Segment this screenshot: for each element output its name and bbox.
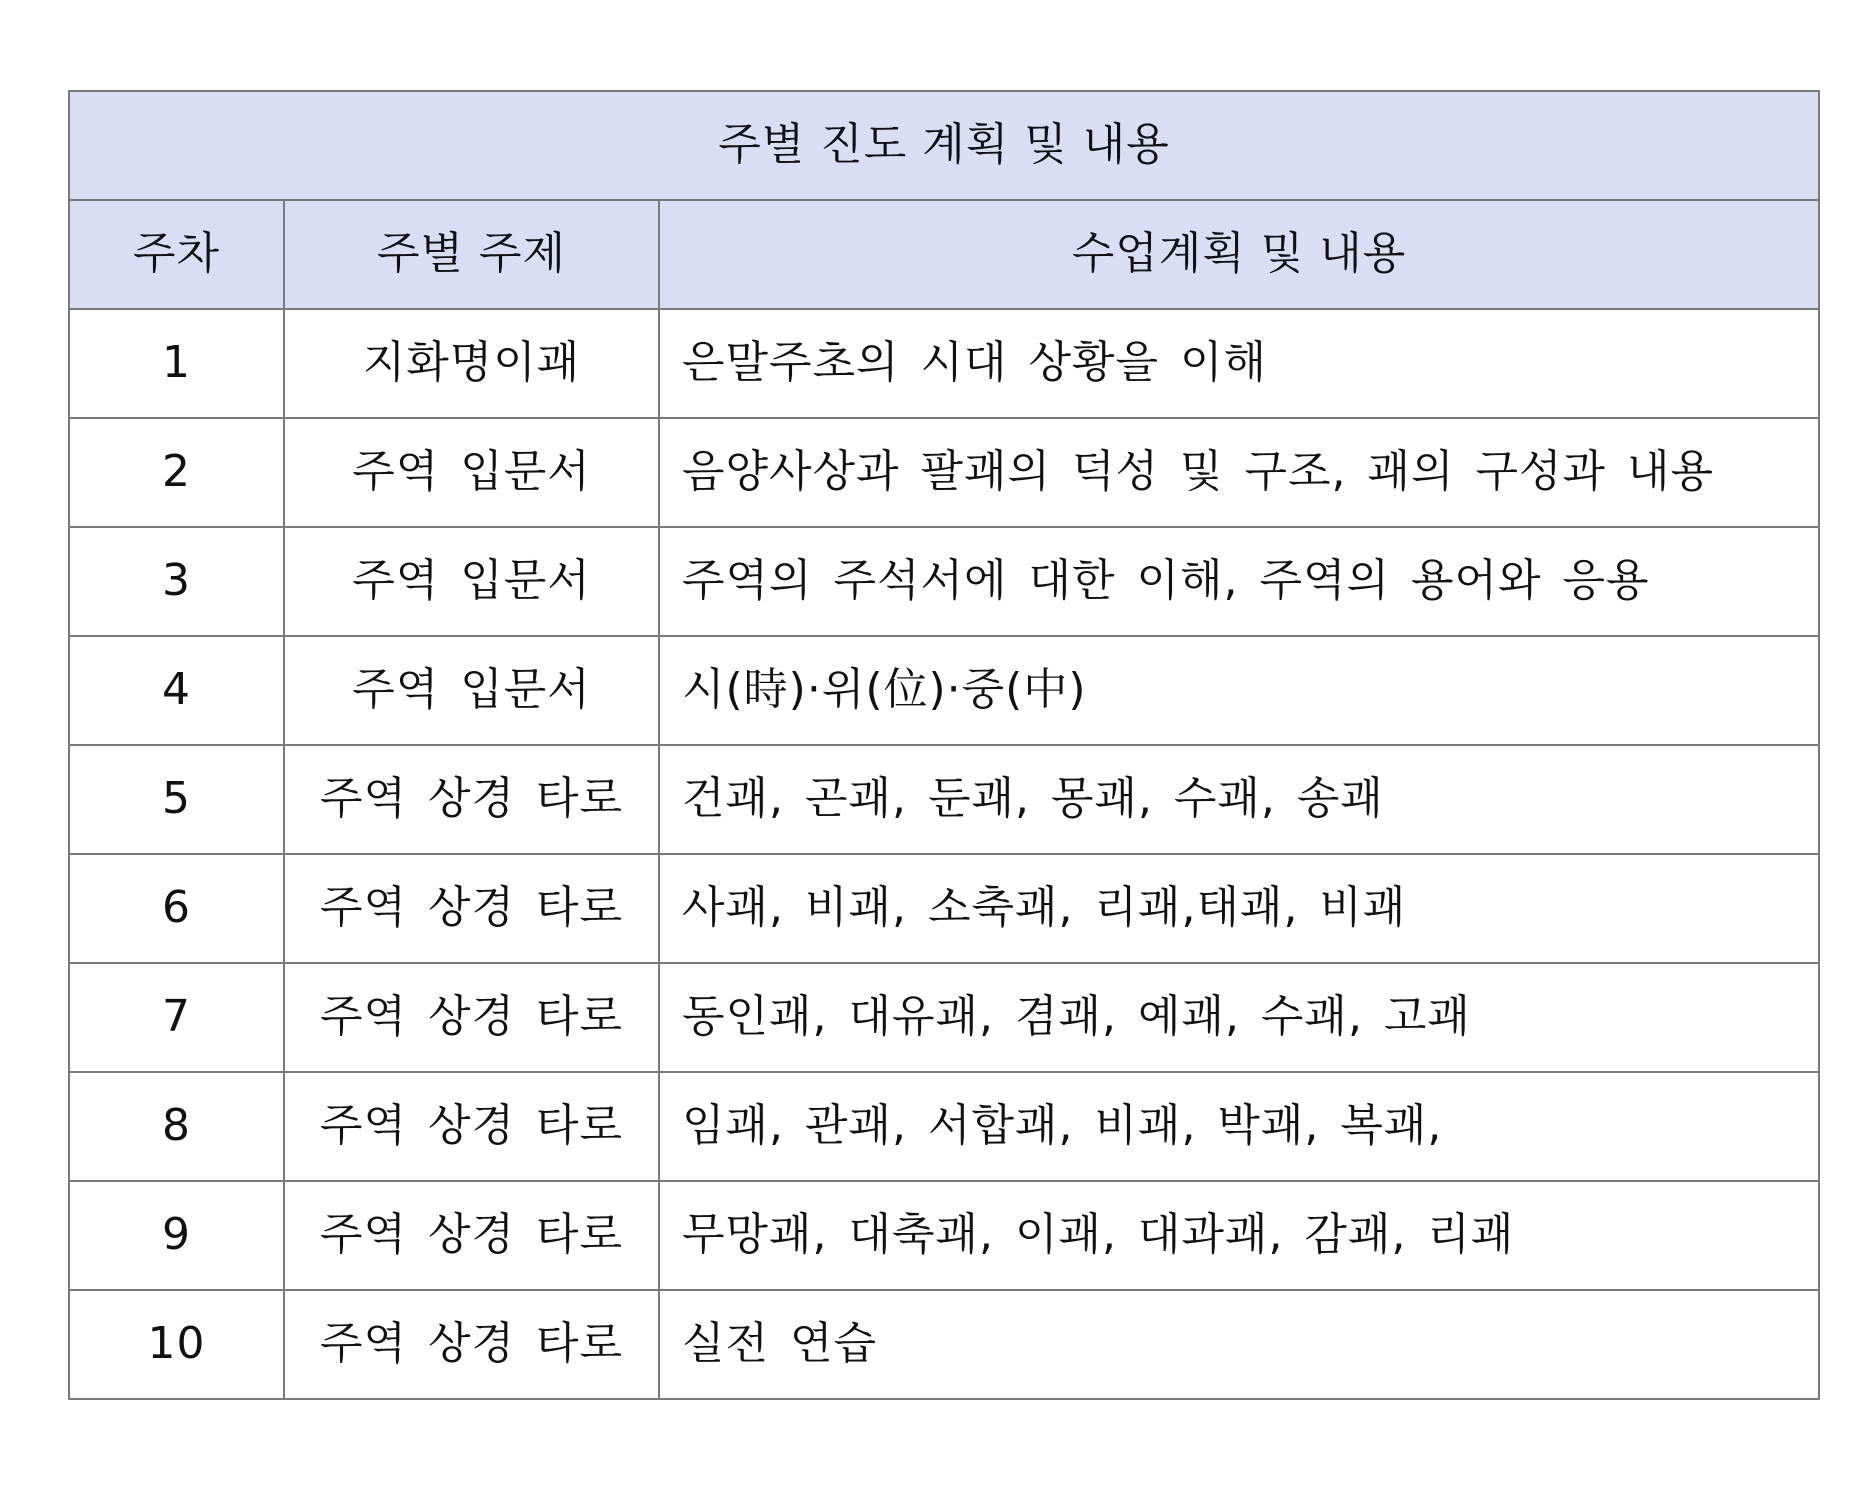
table-row	[69, 1290, 1819, 1399]
table-row	[69, 1181, 1819, 1290]
table-row	[69, 309, 1819, 418]
week-cell: 7	[69, 963, 284, 1072]
week-cell: 2	[69, 418, 284, 527]
topic-cell: 주역 입문서	[284, 527, 659, 636]
content-cell: 주역의 주석서에 대한 이해, 주역의 용어와 응용	[659, 527, 1819, 636]
content-cell: 동인괘, 대유괘, 겸괘, 예괘, 수괘, 고괘	[659, 963, 1819, 1072]
content-cell: 무망괘, 대축괘, 이괘, 대과괘, 감괘, 리괘	[659, 1181, 1819, 1290]
week-cell: 1	[69, 309, 284, 418]
topic-cell: 주역 상경 타로	[284, 1072, 659, 1181]
week-cell: 8	[69, 1072, 284, 1181]
week-cell: 9	[69, 1181, 284, 1290]
topic-cell: 주역 상경 타로	[284, 1181, 659, 1290]
table-row	[69, 854, 1819, 963]
topic-cell: 주역 입문서	[284, 636, 659, 745]
table-title: 주별 진도 계획 및 내용	[69, 91, 1819, 200]
column-header-row	[69, 200, 1819, 309]
table-row	[69, 1072, 1819, 1181]
table-row	[69, 636, 1819, 745]
table-row	[69, 418, 1819, 527]
column-header-topic: 주별 주제	[284, 200, 659, 309]
content-cell: 건괘, 곤괘, 둔괘, 몽괘, 수괘, 송괘	[659, 745, 1819, 854]
table-row	[69, 527, 1819, 636]
table-body	[69, 309, 1819, 1399]
title-row	[69, 91, 1819, 200]
content-cell: 임괘, 관괘, 서합괘, 비괘, 박괘, 복괘,	[659, 1072, 1819, 1181]
content-cell: 음양사상과 팔괘의 덕성 및 구조, 괘의 구성과 내용	[659, 418, 1819, 527]
topic-cell: 주역 입문서	[284, 418, 659, 527]
topic-cell: 주역 상경 타로	[284, 854, 659, 963]
table-header	[69, 91, 1819, 309]
topic-cell: 주역 상경 타로	[284, 1290, 659, 1399]
week-cell: 6	[69, 854, 284, 963]
topic-cell: 지화명이괘	[284, 309, 659, 418]
topic-cell: 주역 상경 타로	[284, 963, 659, 1072]
content-cell: 사괘, 비괘, 소축괘, 리괘,태괘, 비괘	[659, 854, 1819, 963]
week-cell: 10	[69, 1290, 284, 1399]
content-cell: 실전 연습	[659, 1290, 1819, 1399]
week-cell: 4	[69, 636, 284, 745]
table-row	[69, 745, 1819, 854]
weekly-plan-table	[68, 90, 1820, 1400]
topic-cell: 주역 상경 타로	[284, 745, 659, 854]
column-header-week: 주차	[69, 200, 284, 309]
content-cell: 은말주초의 시대 상황을 이해	[659, 309, 1819, 418]
week-cell: 5	[69, 745, 284, 854]
table-row	[69, 963, 1819, 1072]
column-header-content: 수업계획 및 내용	[659, 200, 1819, 309]
week-cell: 3	[69, 527, 284, 636]
content-cell: 시(時)·위(位)·중(中)	[659, 636, 1819, 745]
